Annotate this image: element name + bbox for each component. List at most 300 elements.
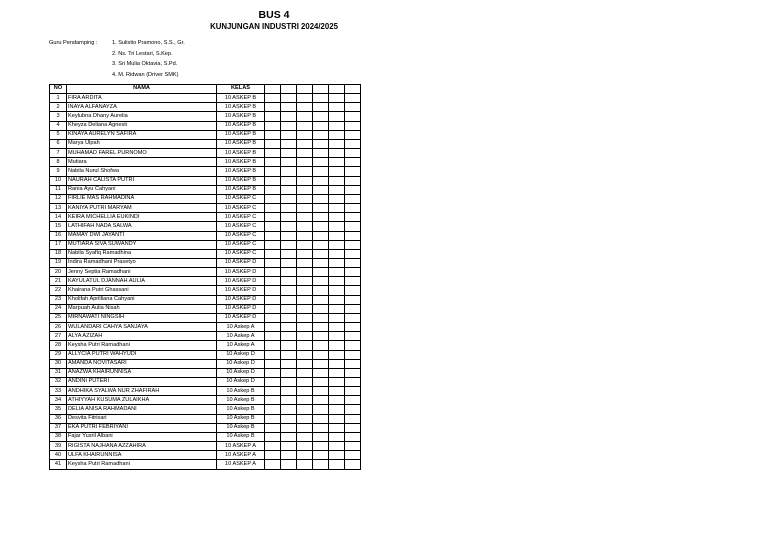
cell-nama: Keylubna Dhany Aurelia (67, 112, 217, 121)
cell-no: 1 (50, 94, 67, 103)
table-row (50, 451, 361, 460)
cell-blank (313, 332, 329, 341)
cell-blank (265, 378, 281, 387)
cell-blank (345, 176, 361, 185)
cell-blank (345, 94, 361, 103)
table-row (50, 405, 361, 414)
cell-blank (329, 149, 345, 158)
cell-no: 10 (50, 176, 67, 185)
cell-blank (329, 378, 345, 387)
cell-blank (329, 396, 345, 405)
cell-nama: Jenny Septia Ramadhani (67, 268, 217, 277)
cell-blank (281, 423, 297, 432)
page-title: BUS 4 (258, 9, 290, 21)
cell-blank (265, 249, 281, 258)
cell-blank (297, 405, 313, 414)
cell-no: 19 (50, 258, 67, 267)
cell-blank (313, 286, 329, 295)
cell-blank (297, 332, 313, 341)
cell-nama: Nabila Syafiq Ramadhina (67, 249, 217, 258)
cell-blank (265, 158, 281, 167)
table-row (50, 313, 361, 322)
student-table (49, 84, 361, 470)
cell-blank (297, 313, 313, 322)
cell-blank (281, 258, 297, 267)
cell-blank (297, 359, 313, 368)
cell-nama: KINAYA AURELYN SAFIRA (67, 130, 217, 139)
cell-blank (345, 341, 361, 350)
cell-no: 4 (50, 121, 67, 130)
cell-blank (345, 121, 361, 130)
table-row (50, 323, 361, 332)
cell-blank (281, 432, 297, 441)
cell-nama: KANIYA PUTRI MARYAM (67, 204, 217, 213)
cell-blank (281, 332, 297, 341)
cell-blank (281, 213, 297, 222)
cell-blank (329, 423, 345, 432)
table-row (50, 332, 361, 341)
cell-blank (329, 103, 345, 112)
cell-blank (313, 368, 329, 377)
cell-blank (329, 295, 345, 304)
cell-blank (297, 204, 313, 213)
cell-blank (345, 158, 361, 167)
cell-kelas: 10 ASKEP C (217, 204, 265, 213)
cell-no: 36 (50, 414, 67, 423)
cell-nama: Desvita Fitrisari (67, 414, 217, 423)
cell-kelas: 10 Askep B (217, 387, 265, 396)
cell-blank (313, 231, 329, 240)
cell-blank (329, 277, 345, 286)
header-extra-cell (297, 85, 313, 94)
cell-blank (297, 112, 313, 121)
cell-blank (313, 378, 329, 387)
cell-nama: Marpuah Aulia Nisah (67, 304, 217, 313)
cell-blank (313, 249, 329, 258)
cell-blank (297, 149, 313, 158)
cell-blank (297, 103, 313, 112)
cell-kelas: 10 ASKEP C (217, 249, 265, 258)
cell-nama: Fajar Yusril Albani (67, 432, 217, 441)
cell-blank (281, 341, 297, 350)
cell-blank (329, 94, 345, 103)
cell-blank (313, 158, 329, 167)
cell-kelas: 10 Askep A (217, 341, 265, 350)
cell-nama: Kheyza Deliana Agnesti (67, 121, 217, 130)
cell-nama: ANDHIKA SYALWA NUR ZHAFIRAH (67, 387, 217, 396)
cell-blank (265, 442, 281, 451)
cell-blank (297, 139, 313, 148)
cell-blank (297, 295, 313, 304)
table-row (50, 185, 361, 194)
table-row (50, 396, 361, 405)
cell-kelas: 10 ASKEP B (217, 158, 265, 167)
guru-label: Guru Pendamping : (49, 40, 98, 46)
cell-blank (297, 423, 313, 432)
cell-nama: FIRLIE MAS RAHMADINA (67, 194, 217, 203)
cell-blank (345, 350, 361, 359)
cell-kelas: 10 ASKEP D (217, 295, 265, 304)
cell-blank (281, 268, 297, 277)
cell-no: 27 (50, 332, 67, 341)
cell-blank (281, 167, 297, 176)
cell-blank (313, 432, 329, 441)
table-row (50, 176, 361, 185)
header-nama: NAMA (67, 85, 217, 94)
cell-blank (345, 268, 361, 277)
cell-blank (281, 240, 297, 249)
cell-nama: INAYA ALFANAYZA (67, 103, 217, 112)
cell-blank (345, 231, 361, 240)
cell-no: 24 (50, 304, 67, 313)
cell-nama: MUTIARA SIVA SUWANDY (67, 240, 217, 249)
cell-blank (265, 94, 281, 103)
cell-blank (265, 313, 281, 322)
cell-blank (329, 130, 345, 139)
cell-kelas: 10 ASKEP C (217, 222, 265, 231)
cell-blank (313, 451, 329, 460)
cell-kelas: 10 Askep D (217, 359, 265, 368)
cell-blank (329, 158, 345, 167)
header-extra-cell (329, 85, 345, 94)
cell-no: 16 (50, 231, 67, 240)
cell-blank (297, 258, 313, 267)
cell-blank (313, 323, 329, 332)
cell-blank (345, 240, 361, 249)
cell-kelas: 10 ASKEP C (217, 213, 265, 222)
table-row (50, 213, 361, 222)
cell-blank (297, 323, 313, 332)
cell-blank (345, 387, 361, 396)
cell-blank (345, 423, 361, 432)
cell-blank (313, 268, 329, 277)
cell-blank (345, 323, 361, 332)
guru-list (112, 38, 185, 80)
cell-blank (265, 149, 281, 158)
cell-blank (265, 387, 281, 396)
cell-blank (265, 194, 281, 203)
header-extra-cell (281, 85, 297, 94)
cell-blank (297, 231, 313, 240)
cell-blank (265, 405, 281, 414)
cell-nama: Kholifah Aprilliana Cahyani (67, 295, 217, 304)
cell-kelas: 10 Askep B (217, 414, 265, 423)
cell-blank (281, 313, 297, 322)
cell-blank (265, 103, 281, 112)
cell-nama: KEIRA MICHELLIA EUKINDI (67, 213, 217, 222)
cell-blank (313, 258, 329, 267)
cell-kelas: 10 ASKEP B (217, 149, 265, 158)
cell-nama: Indira Ramadhani Prasetyo (67, 258, 217, 267)
cell-blank (329, 350, 345, 359)
cell-blank (281, 323, 297, 332)
cell-kelas: 10 ASKEP B (217, 167, 265, 176)
cell-blank (281, 414, 297, 423)
cell-blank (297, 194, 313, 203)
cell-blank (313, 149, 329, 158)
cell-blank (297, 432, 313, 441)
cell-blank (329, 432, 345, 441)
cell-no: 41 (50, 460, 67, 469)
cell-no: 20 (50, 268, 67, 277)
cell-blank (297, 158, 313, 167)
cell-nama: ATHIYYAH KUSUMA ZULAIKHA (67, 396, 217, 405)
cell-blank (313, 387, 329, 396)
cell-kelas: 10 ASKEP D (217, 277, 265, 286)
cell-blank (329, 451, 345, 460)
cell-blank (265, 423, 281, 432)
cell-blank (281, 194, 297, 203)
cell-blank (297, 368, 313, 377)
cell-blank (329, 231, 345, 240)
cell-blank (345, 460, 361, 469)
cell-kelas: 10 ASKEP B (217, 185, 265, 194)
cell-blank (345, 204, 361, 213)
cell-blank (329, 240, 345, 249)
cell-blank (297, 94, 313, 103)
cell-nama: Nabila Nurul Shofwa (67, 167, 217, 176)
cell-blank (281, 378, 297, 387)
cell-blank (313, 130, 329, 139)
cell-no: 31 (50, 368, 67, 377)
cell-nama: NAURAH CALISTA PUTRI (67, 176, 217, 185)
cell-kelas: 10 ASKEP B (217, 130, 265, 139)
cell-no: 6 (50, 139, 67, 148)
cell-blank (329, 368, 345, 377)
cell-blank (345, 222, 361, 231)
cell-nama: Khairana Putri Ghassani (67, 286, 217, 295)
cell-blank (297, 414, 313, 423)
cell-blank (345, 432, 361, 441)
cell-blank (265, 350, 281, 359)
cell-blank (329, 204, 345, 213)
cell-no: 23 (50, 295, 67, 304)
cell-blank (329, 222, 345, 231)
cell-blank (281, 158, 297, 167)
cell-blank (313, 304, 329, 313)
cell-blank (281, 387, 297, 396)
table-row (50, 149, 361, 158)
cell-blank (313, 204, 329, 213)
cell-blank (313, 442, 329, 451)
cell-blank (281, 295, 297, 304)
cell-blank (313, 350, 329, 359)
table-row (50, 414, 361, 423)
cell-blank (265, 414, 281, 423)
cell-blank (297, 304, 313, 313)
cell-blank (313, 213, 329, 222)
cell-blank (329, 442, 345, 451)
cell-blank (313, 414, 329, 423)
cell-blank (345, 368, 361, 377)
cell-kelas: 10 Askep A (217, 332, 265, 341)
cell-blank (329, 249, 345, 258)
cell-kelas: 10 Askep B (217, 432, 265, 441)
cell-blank (329, 112, 345, 121)
cell-blank (265, 304, 281, 313)
cell-blank (313, 405, 329, 414)
cell-nama: DELIA ANISA RAHMADANI (67, 405, 217, 414)
header-no: NO (50, 85, 67, 94)
table-row (50, 204, 361, 213)
cell-kelas: 10 ASKEP D (217, 268, 265, 277)
cell-blank (313, 94, 329, 103)
cell-blank (313, 194, 329, 203)
cell-nama: MIRNAWATI NINGSIH (67, 313, 217, 322)
cell-blank (297, 268, 313, 277)
table-row (50, 130, 361, 139)
cell-blank (265, 121, 281, 130)
cell-no: 7 (50, 149, 67, 158)
cell-kelas: 10 ASKEP A (217, 460, 265, 469)
table-row (50, 359, 361, 368)
cell-blank (313, 313, 329, 322)
cell-blank (329, 167, 345, 176)
cell-no: 28 (50, 341, 67, 350)
header-kelas: KELAS (217, 85, 265, 94)
cell-blank (281, 112, 297, 121)
cell-blank (281, 359, 297, 368)
table-row (50, 387, 361, 396)
cell-blank (329, 213, 345, 222)
cell-nama: AMANDA NOVITASARI (67, 359, 217, 368)
cell-blank (313, 167, 329, 176)
cell-no: 30 (50, 359, 67, 368)
cell-nama: Keysha Putri Ramadhani (67, 341, 217, 350)
cell-blank (313, 295, 329, 304)
cell-kelas: 10 Askep A (217, 323, 265, 332)
cell-blank (345, 295, 361, 304)
table-body (50, 94, 361, 469)
cell-blank (345, 451, 361, 460)
cell-blank (281, 103, 297, 112)
cell-blank (329, 286, 345, 295)
cell-blank (265, 268, 281, 277)
cell-kelas: 10 ASKEP D (217, 258, 265, 267)
cell-blank (329, 194, 345, 203)
cell-nama: MUHAMAD FAREL PURNOMO (67, 149, 217, 158)
cell-kelas: 10 ASKEP D (217, 304, 265, 313)
table-row (50, 222, 361, 231)
guru-name: 2. Ns. Tri Lestari, S.Kep. (112, 50, 173, 57)
cell-blank (297, 176, 313, 185)
cell-no: 21 (50, 277, 67, 286)
guru-name: 3. Sri Mulia Oktavia, S.Pd. (112, 61, 178, 67)
cell-blank (345, 414, 361, 423)
cell-kelas: 10 Askep B (217, 423, 265, 432)
cell-blank (329, 176, 345, 185)
cell-blank (265, 277, 281, 286)
page-subtitle: KUNJUNGAN INDUSTRI 2024/2025 (210, 22, 338, 31)
cell-blank (281, 94, 297, 103)
cell-blank (265, 460, 281, 469)
cell-kelas: 10 Askep D (217, 368, 265, 377)
cell-blank (281, 460, 297, 469)
cell-blank (281, 451, 297, 460)
cell-blank (297, 341, 313, 350)
cell-blank (345, 304, 361, 313)
header-extra-cell (313, 85, 329, 94)
table-row (50, 295, 361, 304)
cell-no: 32 (50, 378, 67, 387)
cell-no: 37 (50, 423, 67, 432)
cell-nama: Mutiara (67, 158, 217, 167)
header-extra-cell (345, 85, 361, 94)
cell-blank (265, 396, 281, 405)
cell-no: 33 (50, 387, 67, 396)
table-row (50, 277, 361, 286)
cell-blank (297, 222, 313, 231)
cell-blank (297, 121, 313, 130)
header-extra-cell (265, 85, 281, 94)
cell-blank (297, 249, 313, 258)
cell-blank (329, 304, 345, 313)
cell-blank (265, 112, 281, 121)
cell-no: 25 (50, 313, 67, 322)
cell-blank (329, 341, 345, 350)
cell-nama: Keysha Putri Ramadhani (67, 460, 217, 469)
table-row (50, 286, 361, 295)
cell-blank (345, 359, 361, 368)
cell-blank (329, 121, 345, 130)
cell-no: 22 (50, 286, 67, 295)
table-row (50, 158, 361, 167)
cell-nama: Rania Ayu Cahyani (67, 185, 217, 194)
cell-blank (265, 323, 281, 332)
cell-blank (313, 277, 329, 286)
cell-blank (329, 405, 345, 414)
cell-blank (265, 295, 281, 304)
cell-blank (345, 258, 361, 267)
cell-blank (345, 405, 361, 414)
cell-blank (329, 268, 345, 277)
cell-blank (265, 204, 281, 213)
cell-nama: RIGISTA NAJHANA AZZAHIRA (67, 442, 217, 451)
cell-kelas: 10 Askep D (217, 350, 265, 359)
table-row (50, 378, 361, 387)
cell-no: 14 (50, 213, 67, 222)
guru-name: 1. Sulistio Pramono, S.S., Gr. (112, 40, 185, 46)
cell-blank (329, 460, 345, 469)
cell-kelas: 10 ASKEP B (217, 103, 265, 112)
cell-blank (265, 451, 281, 460)
cell-no: 13 (50, 204, 67, 213)
cell-blank (265, 167, 281, 176)
table-row (50, 258, 361, 267)
cell-blank (281, 204, 297, 213)
cell-blank (265, 368, 281, 377)
table-row (50, 103, 361, 112)
cell-no: 9 (50, 167, 67, 176)
cell-kelas: 10 ASKEP B (217, 112, 265, 121)
cell-blank (345, 332, 361, 341)
table-row (50, 350, 361, 359)
cell-kelas: 10 ASKEP A (217, 451, 265, 460)
cell-blank (281, 130, 297, 139)
cell-blank (313, 176, 329, 185)
cell-nama: KAYULATUL DJANNAH AULIA (67, 277, 217, 286)
cell-blank (329, 387, 345, 396)
cell-no: 34 (50, 396, 67, 405)
cell-blank (281, 442, 297, 451)
cell-blank (313, 240, 329, 249)
table-row (50, 121, 361, 130)
cell-kelas: 10 ASKEP B (217, 94, 265, 103)
cell-blank (281, 222, 297, 231)
cell-blank (281, 231, 297, 240)
cell-nama: ALYA AZIZAH (67, 332, 217, 341)
cell-no: 2 (50, 103, 67, 112)
